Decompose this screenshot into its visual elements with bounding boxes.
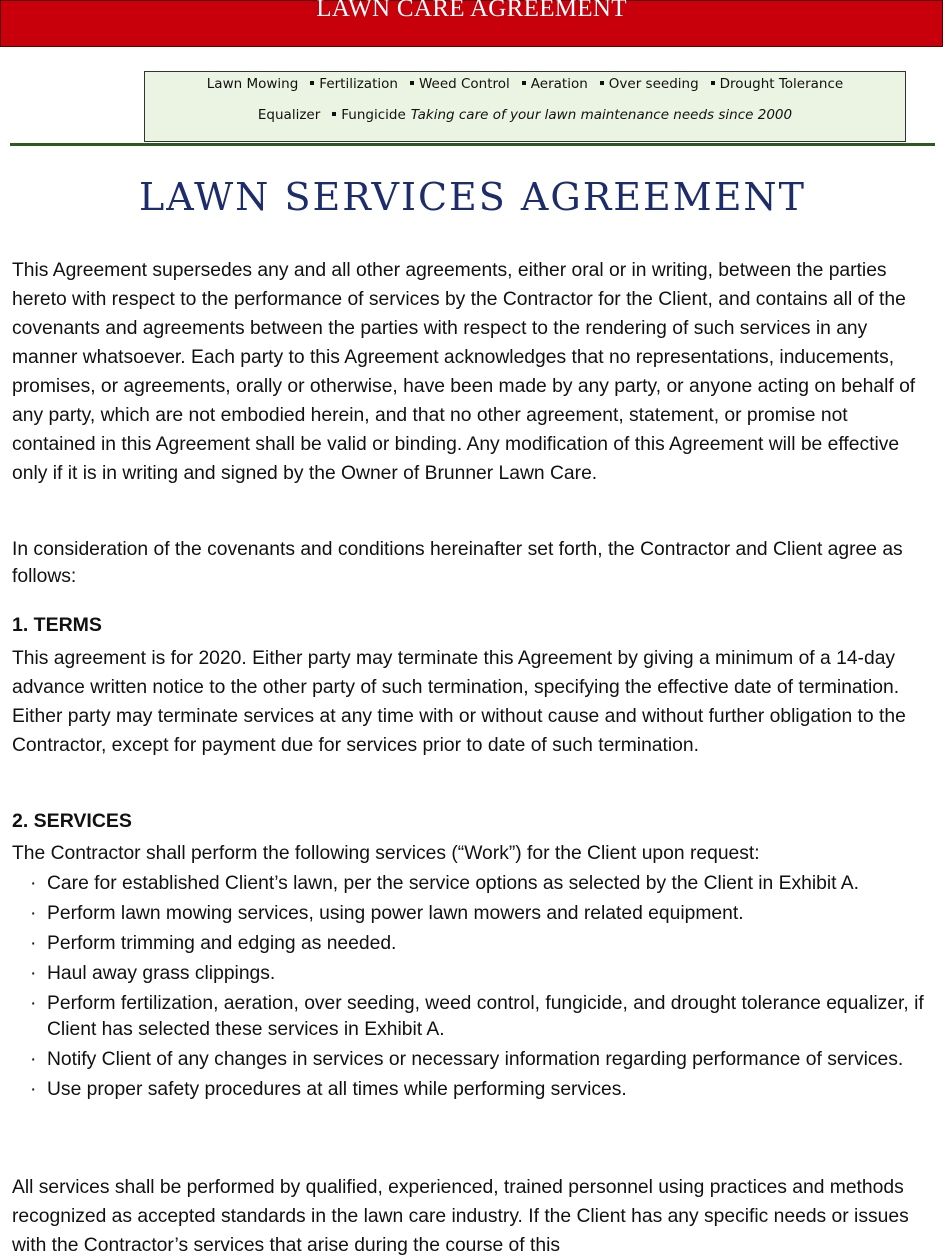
list-item: · Haul away grass clippings. bbox=[28, 961, 928, 987]
company-tagline: Taking care of your lawn maintenance needs since 2000 bbox=[410, 107, 793, 123]
section-heading-terms: 1. TERMS bbox=[12, 614, 102, 636]
top-banner bbox=[0, 0, 943, 47]
divider-rule bbox=[10, 143, 935, 146]
section-heading-services: 2. SERVICES bbox=[12, 810, 132, 832]
list-item: · Perform lawn mowing services, using power lawn mowers and related equipment. bbox=[28, 901, 928, 927]
service-item: Lawn Mowing bbox=[206, 76, 299, 92]
service-item: Fertilization bbox=[319, 76, 398, 92]
banner-title: LAWN CARE AGREEMENT bbox=[316, 0, 627, 22]
bullet-icon bbox=[310, 81, 314, 85]
intro-paragraph: This Agreement supersedes any and all other agreements, either oral or in writing, between the parties hereto with respect to the performance of services by the Contractor for the Client, and contains all of the covenants and agreements between the parties with respect to the rendering of such services in any manner whatsoever. Each party to this Agreement acknowledges that no representations, inducements, promises, or agreements, orally or otherwise, have been made by any party, or anyone acting on behalf of any party, which are not embodied herein, and that no other agreement, statement, or promise not contained in this Agreement shall be valid or binding. Any modification of this Agreement will be effective only if it is in writing and signed by the Owner of Brunner Lawn Care. bbox=[12, 260, 916, 484]
list-item: · Use proper safety procedures at all times while performing services. bbox=[28, 1077, 928, 1103]
service-item: Drought Tolerance bbox=[719, 76, 844, 92]
services-line-2 bbox=[145, 107, 905, 123]
services-list bbox=[28, 871, 928, 1107]
services-intro: The Contractor shall perform the following services (“Work”) for the Client upon request: bbox=[12, 843, 760, 864]
bullet-icon bbox=[600, 81, 604, 85]
services-box bbox=[144, 71, 906, 142]
service-item: Aeration bbox=[530, 76, 588, 92]
list-item: · Perform fertilization, aeration, over seeding, weed control, fungicide, and drought tolerance equalizer, if Client has selected these services in Exhibit A. bbox=[28, 991, 928, 1043]
consideration-paragraph: In consideration of the covenants and conditions hereinafter set forth, the Contractor and Client agree as follows: bbox=[12, 539, 903, 587]
list-item: · Perform trimming and edging as needed. bbox=[28, 931, 928, 957]
services-line-1 bbox=[145, 76, 905, 92]
services-closing-paragraph: All services shall be performed by qualified, experienced, trained personnel using practices and methods recognized as accepted standards in the lawn care industry. If the Client has any specific needs or issues with the Contractor’s services that arise during the course of this bbox=[12, 1177, 909, 1256]
bullet-icon bbox=[711, 81, 715, 85]
bullet-icon bbox=[332, 112, 336, 116]
service-item: Over seeding bbox=[608, 76, 699, 92]
service-item: Fungicide bbox=[341, 107, 406, 123]
list-item: · Notify Client of any changes in services or necessary information regarding performance of services. bbox=[28, 1047, 928, 1073]
document-title: LAWN SERVICES AGREEMENT bbox=[138, 175, 807, 219]
list-item: · Care for established Client’s lawn, per the service options as selected by the Client in Exhibit A. bbox=[28, 871, 928, 897]
bullet-icon bbox=[522, 81, 526, 85]
service-item: Equalizer bbox=[257, 107, 321, 123]
terms-paragraph: This agreement is for 2020. Either party may terminate this Agreement by giving a minimum of a 14-day advance written notice to the other party of such termination, specifying the effective date of termination. Either party may terminate services at any time with or without cause and without further obligation to the Contractor, except for payment due for services prior to date of such termination. bbox=[12, 648, 906, 756]
service-item: Weed Control bbox=[418, 76, 510, 92]
bullet-icon bbox=[410, 81, 414, 85]
